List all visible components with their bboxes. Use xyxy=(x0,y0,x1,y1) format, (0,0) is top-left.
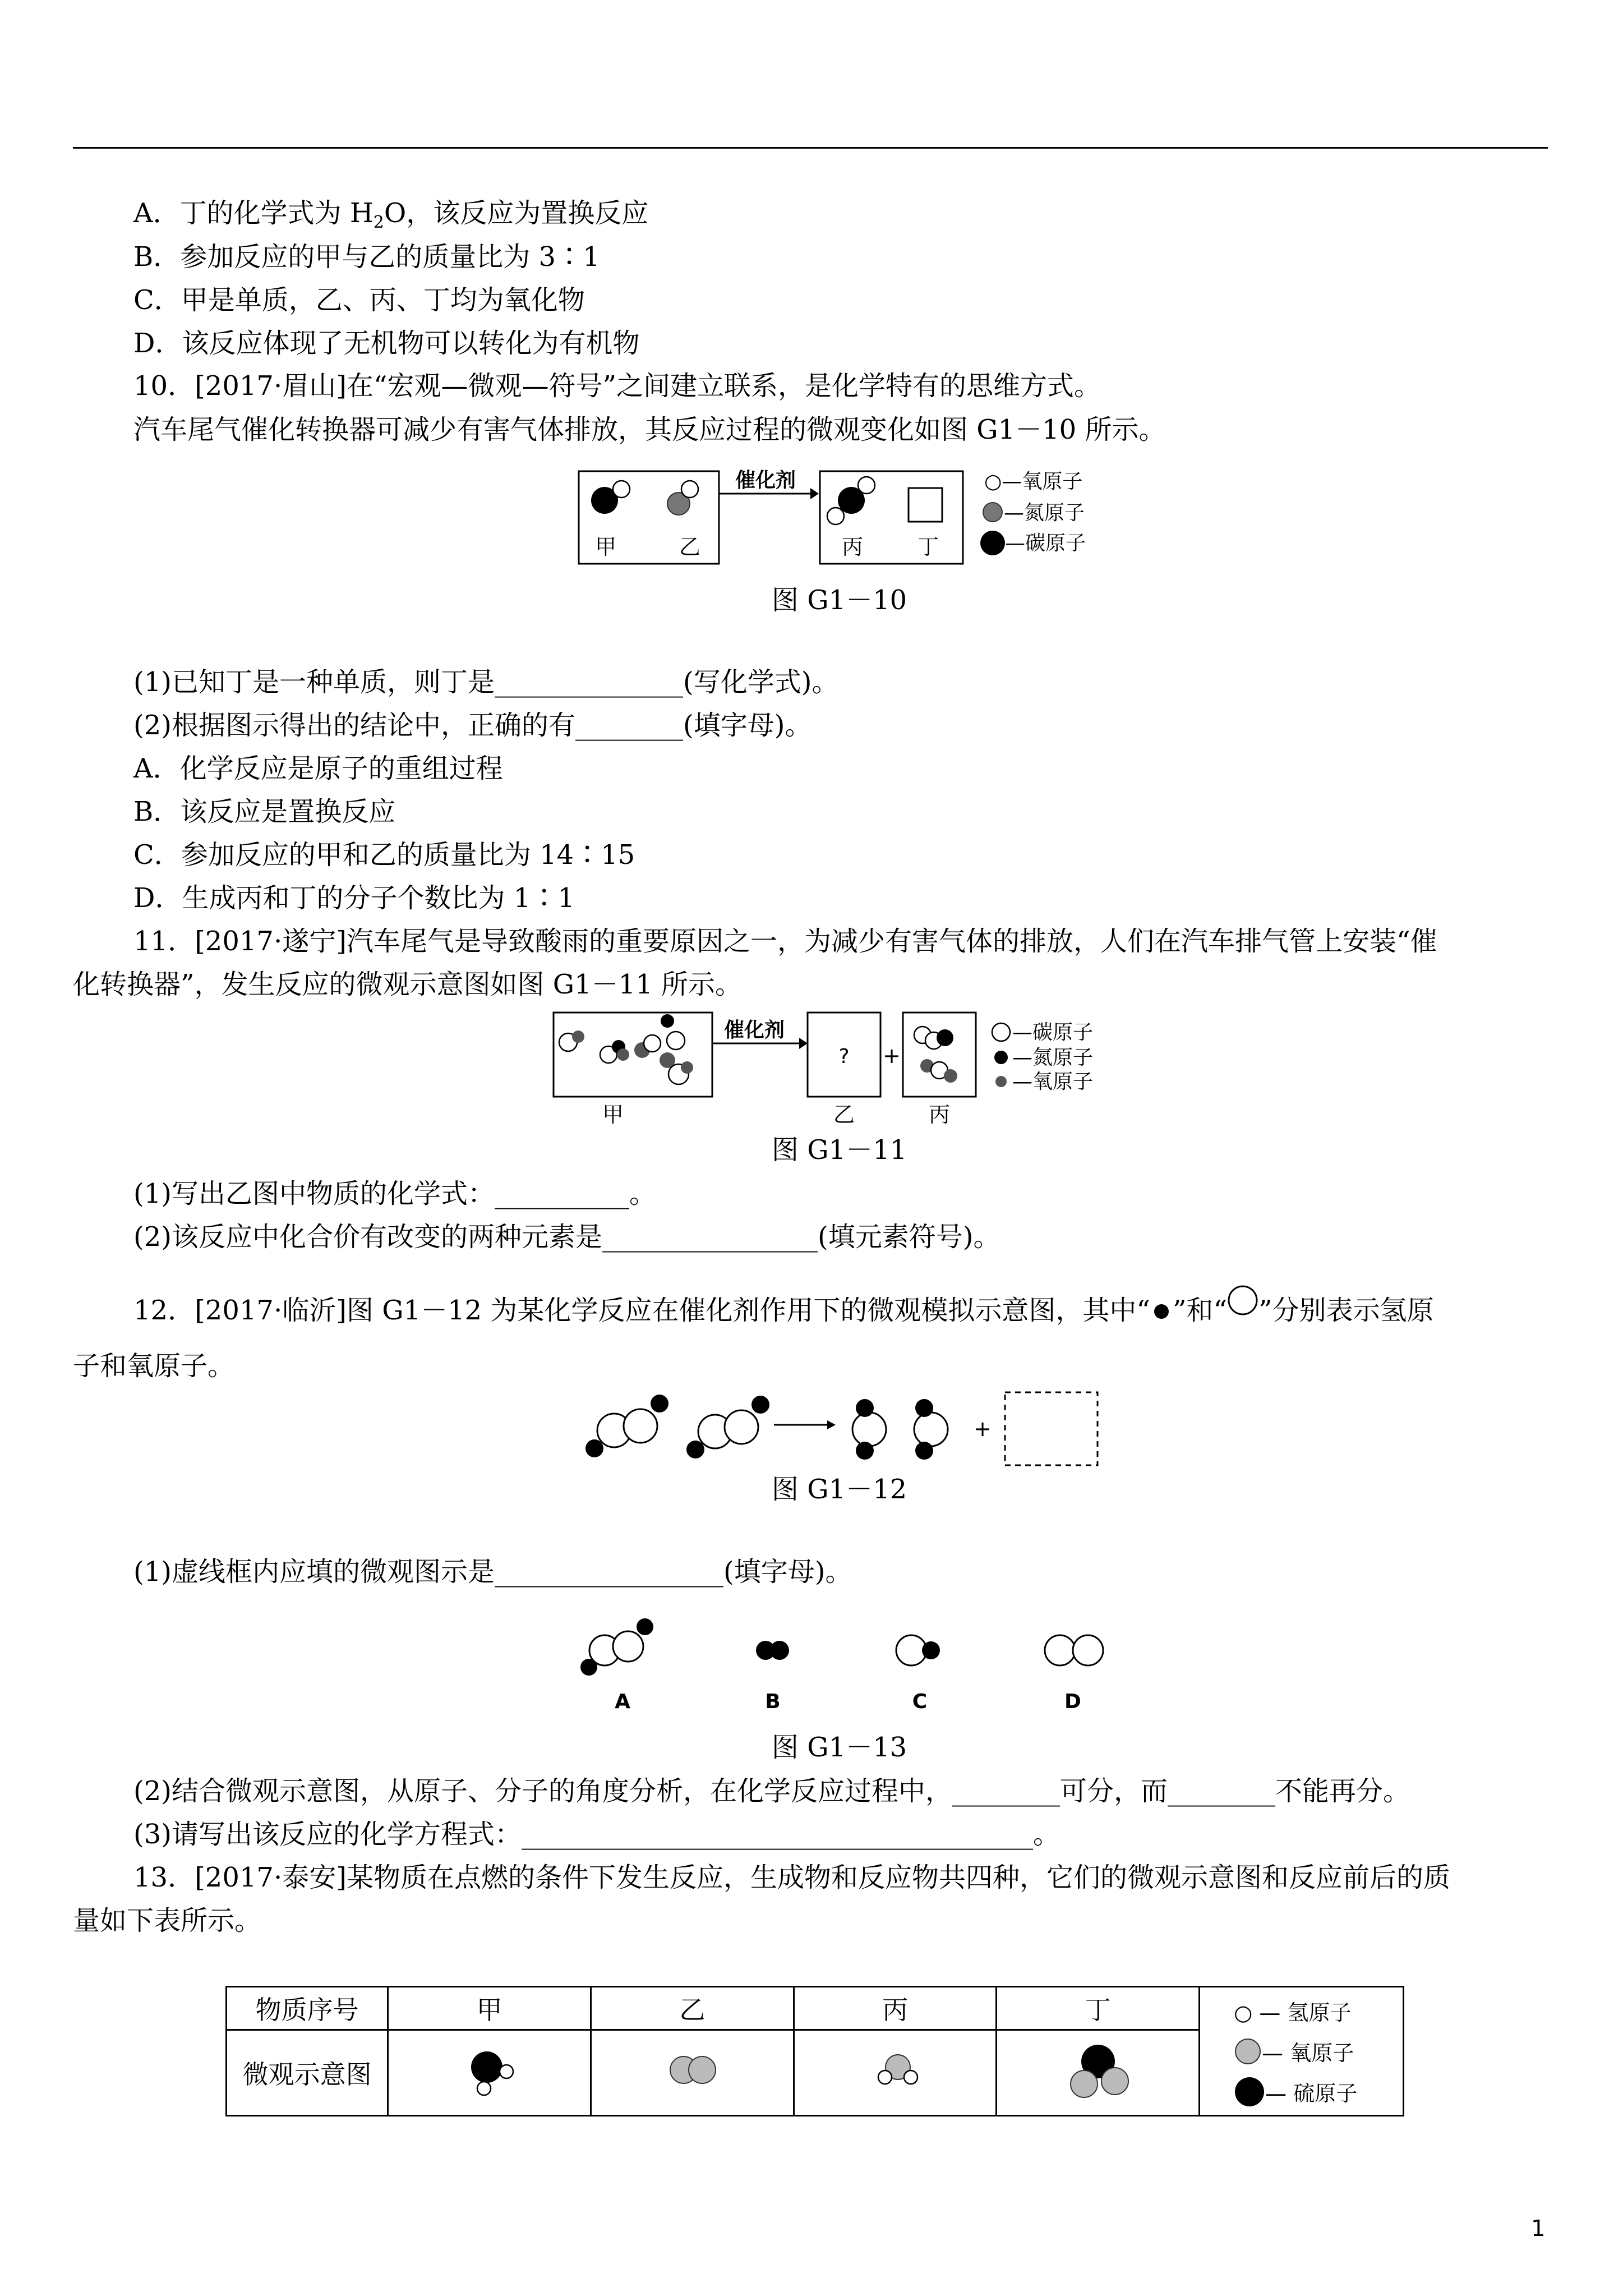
figure-g1-11-caption: 图 G1－11 xyxy=(772,1134,907,1166)
table-col-jia: 甲 xyxy=(388,1987,591,2030)
q10-stem-line2: 汽车尾气催化转换器可减少有害气体排放，其反应过程的微观变化如图 G1－10 所示。 xyxy=(133,414,1166,445)
legend-oxygen: — 氧原子 xyxy=(1200,2031,1403,2072)
q11-sub1: (1)写出乙图中物质的化学式：__________。 xyxy=(133,1178,656,1209)
svg-text:丙: 丙 xyxy=(841,535,864,559)
q12-sub1: (1)虚线框内应填的微观图示是_________________(填字母)。 xyxy=(133,1556,852,1588)
svg-text:?: ? xyxy=(838,1045,850,1068)
svg-text:乙: 乙 xyxy=(833,1102,855,1127)
svg-text:丙: 丙 xyxy=(928,1102,951,1127)
svg-text:丁: 丁 xyxy=(917,535,939,559)
q9-option-d: D．该反应体现了无机物可以转化为有机物 xyxy=(133,328,640,359)
legend-hydrogen: ○ — 氢原子 xyxy=(1234,2000,1352,2025)
table-col-bing: 丙 xyxy=(794,1987,997,2030)
table-col-ding: 丁 xyxy=(997,1987,1200,2030)
figure-g1-10 xyxy=(578,460,1138,567)
q10-stem-line1: 10．[2017·眉山]在“宏观—微观—符号”之间建立联系，是化学特有的思维方式。 xyxy=(133,370,1101,402)
svg-text:甲: 甲 xyxy=(602,1102,624,1127)
q13-stem-line1: 13．[2017·泰安]某物质在点燃的条件下发生反应，生成物和反应物共四种，它们的微观示意图和反应前后的质 xyxy=(133,1862,1450,1893)
svg-text:+: + xyxy=(883,1043,901,1068)
legend-sulfur: — 硫原子 xyxy=(1200,2072,1403,2112)
q12-stem-line2: 子和氧原子。 xyxy=(73,1350,235,1382)
q12-stem-line1: 12．[2017·临沂]图 G1－12 为某化学反应在催化剂作用下的微观模拟示意图，其中“ ”和“ ”分别表示氢原 xyxy=(133,1285,1434,1327)
hydrogen-atom-icon xyxy=(1150,1299,1173,1322)
table-legend xyxy=(1200,1987,1404,2116)
q9-option-b: B．参加反应的甲与乙的质量比为 3∶1 xyxy=(133,241,600,273)
svg-text:—氮原子: —氮原子 xyxy=(1012,1046,1094,1069)
table-col-yi: 乙 xyxy=(591,1987,794,2030)
svg-text:D: D xyxy=(1064,1690,1081,1713)
svg-text:—氧原子: —氧原子 xyxy=(1012,1070,1094,1093)
figure-g1-12-caption: 图 G1－12 xyxy=(772,1474,907,1505)
q10-option-b: B．该反应是置换反应 xyxy=(133,796,396,827)
molecule-yi xyxy=(591,2030,794,2116)
oxygen-atom-icon xyxy=(1227,1285,1258,1316)
table-row-label: 微观示意图 xyxy=(227,2030,388,2116)
figure-g1-13-caption: 图 G1－13 xyxy=(772,1732,907,1763)
svg-text:甲: 甲 xyxy=(594,535,617,559)
molecule-ding xyxy=(997,2030,1200,2116)
table-header-label: 物质序号 xyxy=(227,1987,388,2030)
q13-stem-line2: 量如下表所示。 xyxy=(73,1905,262,1936)
oxygen-atom-icon xyxy=(1234,2037,1262,2065)
q10-option-c: C．参加反应的甲和乙的质量比为 14∶15 xyxy=(133,839,635,871)
svg-text:—碳原子: —碳原子 xyxy=(1005,532,1086,555)
svg-text:—氮原子: —氮原子 xyxy=(1004,501,1085,524)
svg-text:○—氧原子: ○—氧原子 xyxy=(984,470,1083,493)
figure-g1-11 xyxy=(552,1010,1158,1133)
page-number: 1 xyxy=(1531,2216,1546,2242)
q10-sub2: (2)根据图示得出的结论中，正确的有________(填字母)。 xyxy=(133,710,812,741)
q10-sub1: (1)已知丁是一种单质，则丁是______________(写化学式)。 xyxy=(133,666,839,698)
figure-g1-10-caption: 图 G1－10 xyxy=(772,585,907,616)
q11-stem-line2: 化转换器”，发生反应的微观示意图如图 G1－11 所示。 xyxy=(73,969,743,1000)
svg-text:C: C xyxy=(912,1690,928,1713)
molecule-bing xyxy=(794,2030,997,2116)
svg-text:乙: 乙 xyxy=(679,535,701,559)
q10-option-a: A．化学反应是原子的重组过程 xyxy=(133,753,503,784)
svg-text:—碳原子: —碳原子 xyxy=(1012,1021,1094,1044)
q9-option-c: C．甲是单质，乙、丙、丁均为氧化物 xyxy=(133,284,585,316)
figure-g1-12 xyxy=(578,1386,1105,1475)
q12-sub3: (3)请写出该反应的化学方程式：______________________________________。 xyxy=(133,1819,1060,1850)
svg-text:催化剂: 催化剂 xyxy=(735,469,796,492)
q12-sub2: (2)结合微观示意图，从原子、分子的角度分析，在化学反应过程中，________可分，而________不能再分。 xyxy=(133,1775,1410,1807)
svg-text:+: + xyxy=(974,1416,992,1441)
svg-text:A: A xyxy=(615,1690,630,1713)
q10-option-d: D．生成丙和丁的分子个数比为 1∶1 xyxy=(133,882,575,914)
svg-text:B: B xyxy=(765,1690,781,1713)
q9-option-a: A．丁的化学式为 $H_2O$，该反应为置换反应 xyxy=(133,197,649,232)
molecule-jia xyxy=(388,2030,591,2116)
q11-stem-line1: 11．[2017·遂宁]汽车尾气是导致酸雨的重要原因之一，为减少有害气体的排放，人们在汽车排气管上安装“催 xyxy=(133,926,1437,957)
q13-table xyxy=(225,1986,1404,2116)
q11-sub2: (2)该反应中化合价有改变的两种元素是________________(填元素符号)。 xyxy=(133,1221,1000,1253)
svg-text:催化剂: 催化剂 xyxy=(723,1019,785,1042)
header-rule xyxy=(73,147,1548,149)
sulfur-atom-icon xyxy=(1234,2076,1265,2108)
figure-g1-13 xyxy=(572,1610,1122,1722)
